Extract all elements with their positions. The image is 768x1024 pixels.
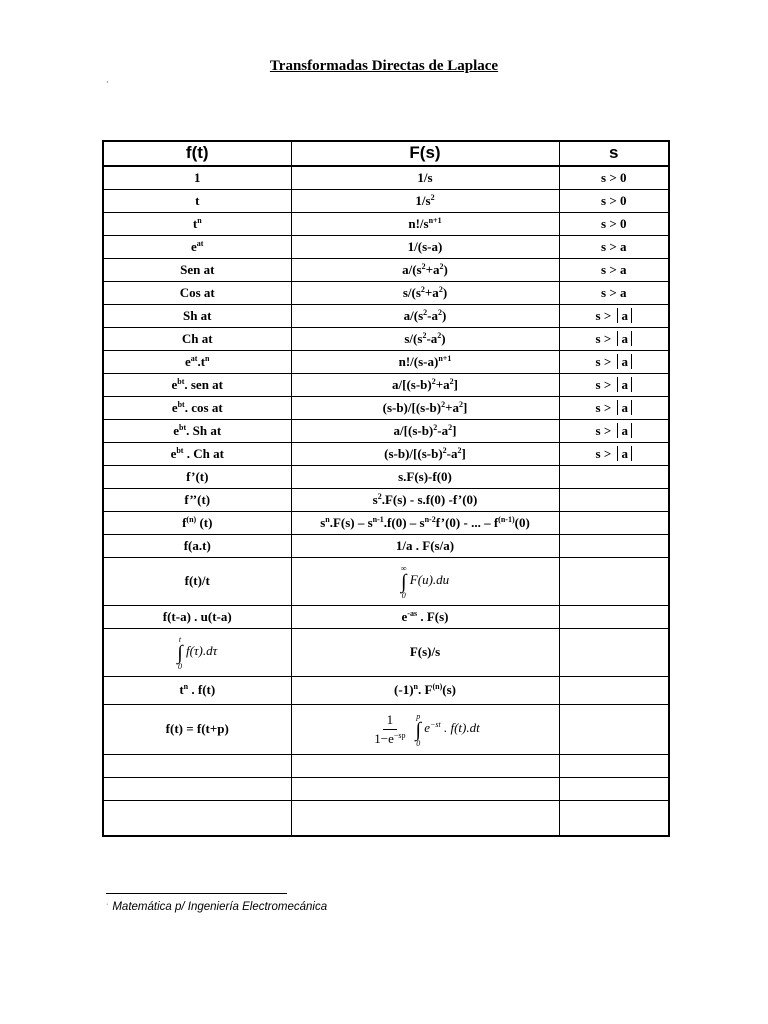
header-s: s <box>559 141 669 166</box>
cell-ft: $t^n$ . f(t) <box>103 677 291 705</box>
cell-ft: 1 <box>103 166 291 190</box>
cell-ft: $e^{bt}$. cos at <box>103 397 291 420</box>
table-row <box>103 535 669 558</box>
table-row <box>103 629 669 677</box>
cell-s <box>559 489 669 512</box>
cell-ft <box>103 778 291 801</box>
cell-s: s > a <box>559 259 669 282</box>
integral-formula: t ∫ 0 f(τ).dτ <box>177 634 218 671</box>
cell-fs: 1/a . F(s/a) <box>291 535 559 558</box>
cell-s <box>559 705 669 755</box>
cell-ft: $f^{(n)}$ (t) <box>103 512 291 535</box>
table-row <box>103 778 669 801</box>
cell-s: s > 0 <box>559 190 669 213</box>
cell-fs: $(s-b)/[(s-b)^2+a^2]$ <box>291 397 559 420</box>
cell-s: s > a <box>559 236 669 259</box>
cell-fs: $1/s^2$ <box>291 190 559 213</box>
cell-fs: $(-1)^n$. $F^{(n)}(s)$ <box>291 677 559 705</box>
periodic-formula: $\frac{1}{1-e^{-sp}}$ p ∫ 0 $e^{-st}$ . f(t).dt <box>374 711 480 748</box>
cell-s: s > a <box>559 420 669 443</box>
cell-s <box>559 629 669 677</box>
table-row <box>103 489 669 512</box>
table-row <box>103 443 669 466</box>
cell-fs <box>291 705 559 755</box>
cell-fs: s.F(s)-f(0) <box>291 466 559 489</box>
table-row <box>103 801 669 836</box>
cell-ft: $t^n$ <box>103 213 291 236</box>
cell-s <box>559 755 669 778</box>
table-row <box>103 351 669 374</box>
table-row <box>103 420 669 443</box>
cell-s: s > a <box>559 443 669 466</box>
footnote-marker: · <box>106 78 109 87</box>
table-row <box>103 677 669 705</box>
integral-formula: ∞ ∫ 0 F(u).du <box>400 563 450 600</box>
cell-ft: Sh at <box>103 305 291 328</box>
cell-s <box>559 558 669 606</box>
table-row <box>103 305 669 328</box>
cell-fs: $(s-b)/[(s-b)^2-a^2]$ <box>291 443 559 466</box>
cell-fs: $n!/s^{n+1}$ <box>291 213 559 236</box>
cell-fs: F(s)/s <box>291 629 559 677</box>
cell-s <box>559 535 669 558</box>
cell-fs: $s^2.F(s) - s.f(0)$ -f’(0) <box>291 489 559 512</box>
table-row <box>103 282 669 305</box>
table-row <box>103 374 669 397</box>
cell-fs: $s/(s^2+a^2)$ <box>291 282 559 305</box>
table-row <box>103 328 669 351</box>
cell-fs: $s^n.F(s) - s^{n-1}.f(0)$ – $s^{n-2}f’(0)$ - ... – $f^{(n-1)}(0)$ <box>291 512 559 535</box>
cell-fs: $a/(s^2-a^2)$ <box>291 305 559 328</box>
cell-fs: $n!/(s-a)^{n+1}$ <box>291 351 559 374</box>
cell-fs <box>291 558 559 606</box>
cell-s: s > 0 <box>559 213 669 236</box>
cell-ft <box>103 801 291 836</box>
cell-fs: $s/(s^2-a^2)$ <box>291 328 559 351</box>
cell-ft: Sen at <box>103 259 291 282</box>
cell-fs <box>291 778 559 801</box>
table-row <box>103 466 669 489</box>
table-row <box>103 512 669 535</box>
table-row <box>103 705 669 755</box>
table-row <box>103 236 669 259</box>
cell-fs: $a/[(s-b)^2-a^2]$ <box>291 420 559 443</box>
table-header-row <box>103 141 669 166</box>
cell-s <box>559 778 669 801</box>
cell-fs <box>291 755 559 778</box>
cell-ft: $e^{at}$ <box>103 236 291 259</box>
cell-ft <box>103 755 291 778</box>
table-row <box>103 190 669 213</box>
cell-s: s > a <box>559 351 669 374</box>
cell-fs: $a/(s^2+a^2)$ <box>291 259 559 282</box>
cell-fs: 1/s <box>291 166 559 190</box>
footnote-text: Matemática p/ Ingeniería Electromecánica <box>112 901 328 913</box>
cell-s: s > a <box>559 282 669 305</box>
header-ft: f(t) <box>103 141 291 166</box>
cell-ft: f(t)/t <box>103 558 291 606</box>
table-row <box>103 259 669 282</box>
cell-fs: $a/[(s-b)^2+a^2]$ <box>291 374 559 397</box>
cell-ft <box>103 629 291 677</box>
cell-fs: $e^{-as}$ . F(s) <box>291 606 559 629</box>
cell-s: s > a <box>559 397 669 420</box>
cell-s <box>559 466 669 489</box>
cell-ft: f(t) = f(t+p) <box>103 705 291 755</box>
cell-fs <box>291 801 559 836</box>
cell-ft: $e^{at}.t^n$ <box>103 351 291 374</box>
document-title: Transformadas Directas de Laplace <box>269 58 499 74</box>
table-row <box>103 558 669 606</box>
cell-ft: f’’(t) <box>103 489 291 512</box>
cell-ft: t <box>103 190 291 213</box>
table-row <box>103 755 669 778</box>
cell-ft: f(t-a) . u(t-a) <box>103 606 291 629</box>
cell-ft: f(a.t) <box>103 535 291 558</box>
table-row <box>103 166 669 190</box>
table-row <box>103 606 669 629</box>
cell-s <box>559 606 669 629</box>
footnote <box>106 901 327 913</box>
cell-ft: $e^{bt}$. sen at <box>103 374 291 397</box>
footnote-marker: · <box>106 901 109 908</box>
cell-fs: 1/(s-a) <box>291 236 559 259</box>
cell-s: s > a <box>559 328 669 351</box>
cell-ft: $e^{bt}$ . Ch at <box>103 443 291 466</box>
cell-s <box>559 801 669 836</box>
header-fs: F(s) <box>291 141 559 166</box>
cell-ft: $e^{bt}$. Sh at <box>103 420 291 443</box>
cell-s <box>559 677 669 705</box>
laplace-table <box>102 140 670 837</box>
cell-ft: f’(t) <box>103 466 291 489</box>
cell-ft: Cos at <box>103 282 291 305</box>
cell-s: s > a <box>559 374 669 397</box>
table-row <box>103 397 669 420</box>
cell-s: s > a <box>559 305 669 328</box>
cell-s <box>559 512 669 535</box>
cell-s: s > 0 <box>559 166 669 190</box>
table-row <box>103 213 669 236</box>
footnote-divider <box>106 893 287 894</box>
cell-ft: Ch at <box>103 328 291 351</box>
